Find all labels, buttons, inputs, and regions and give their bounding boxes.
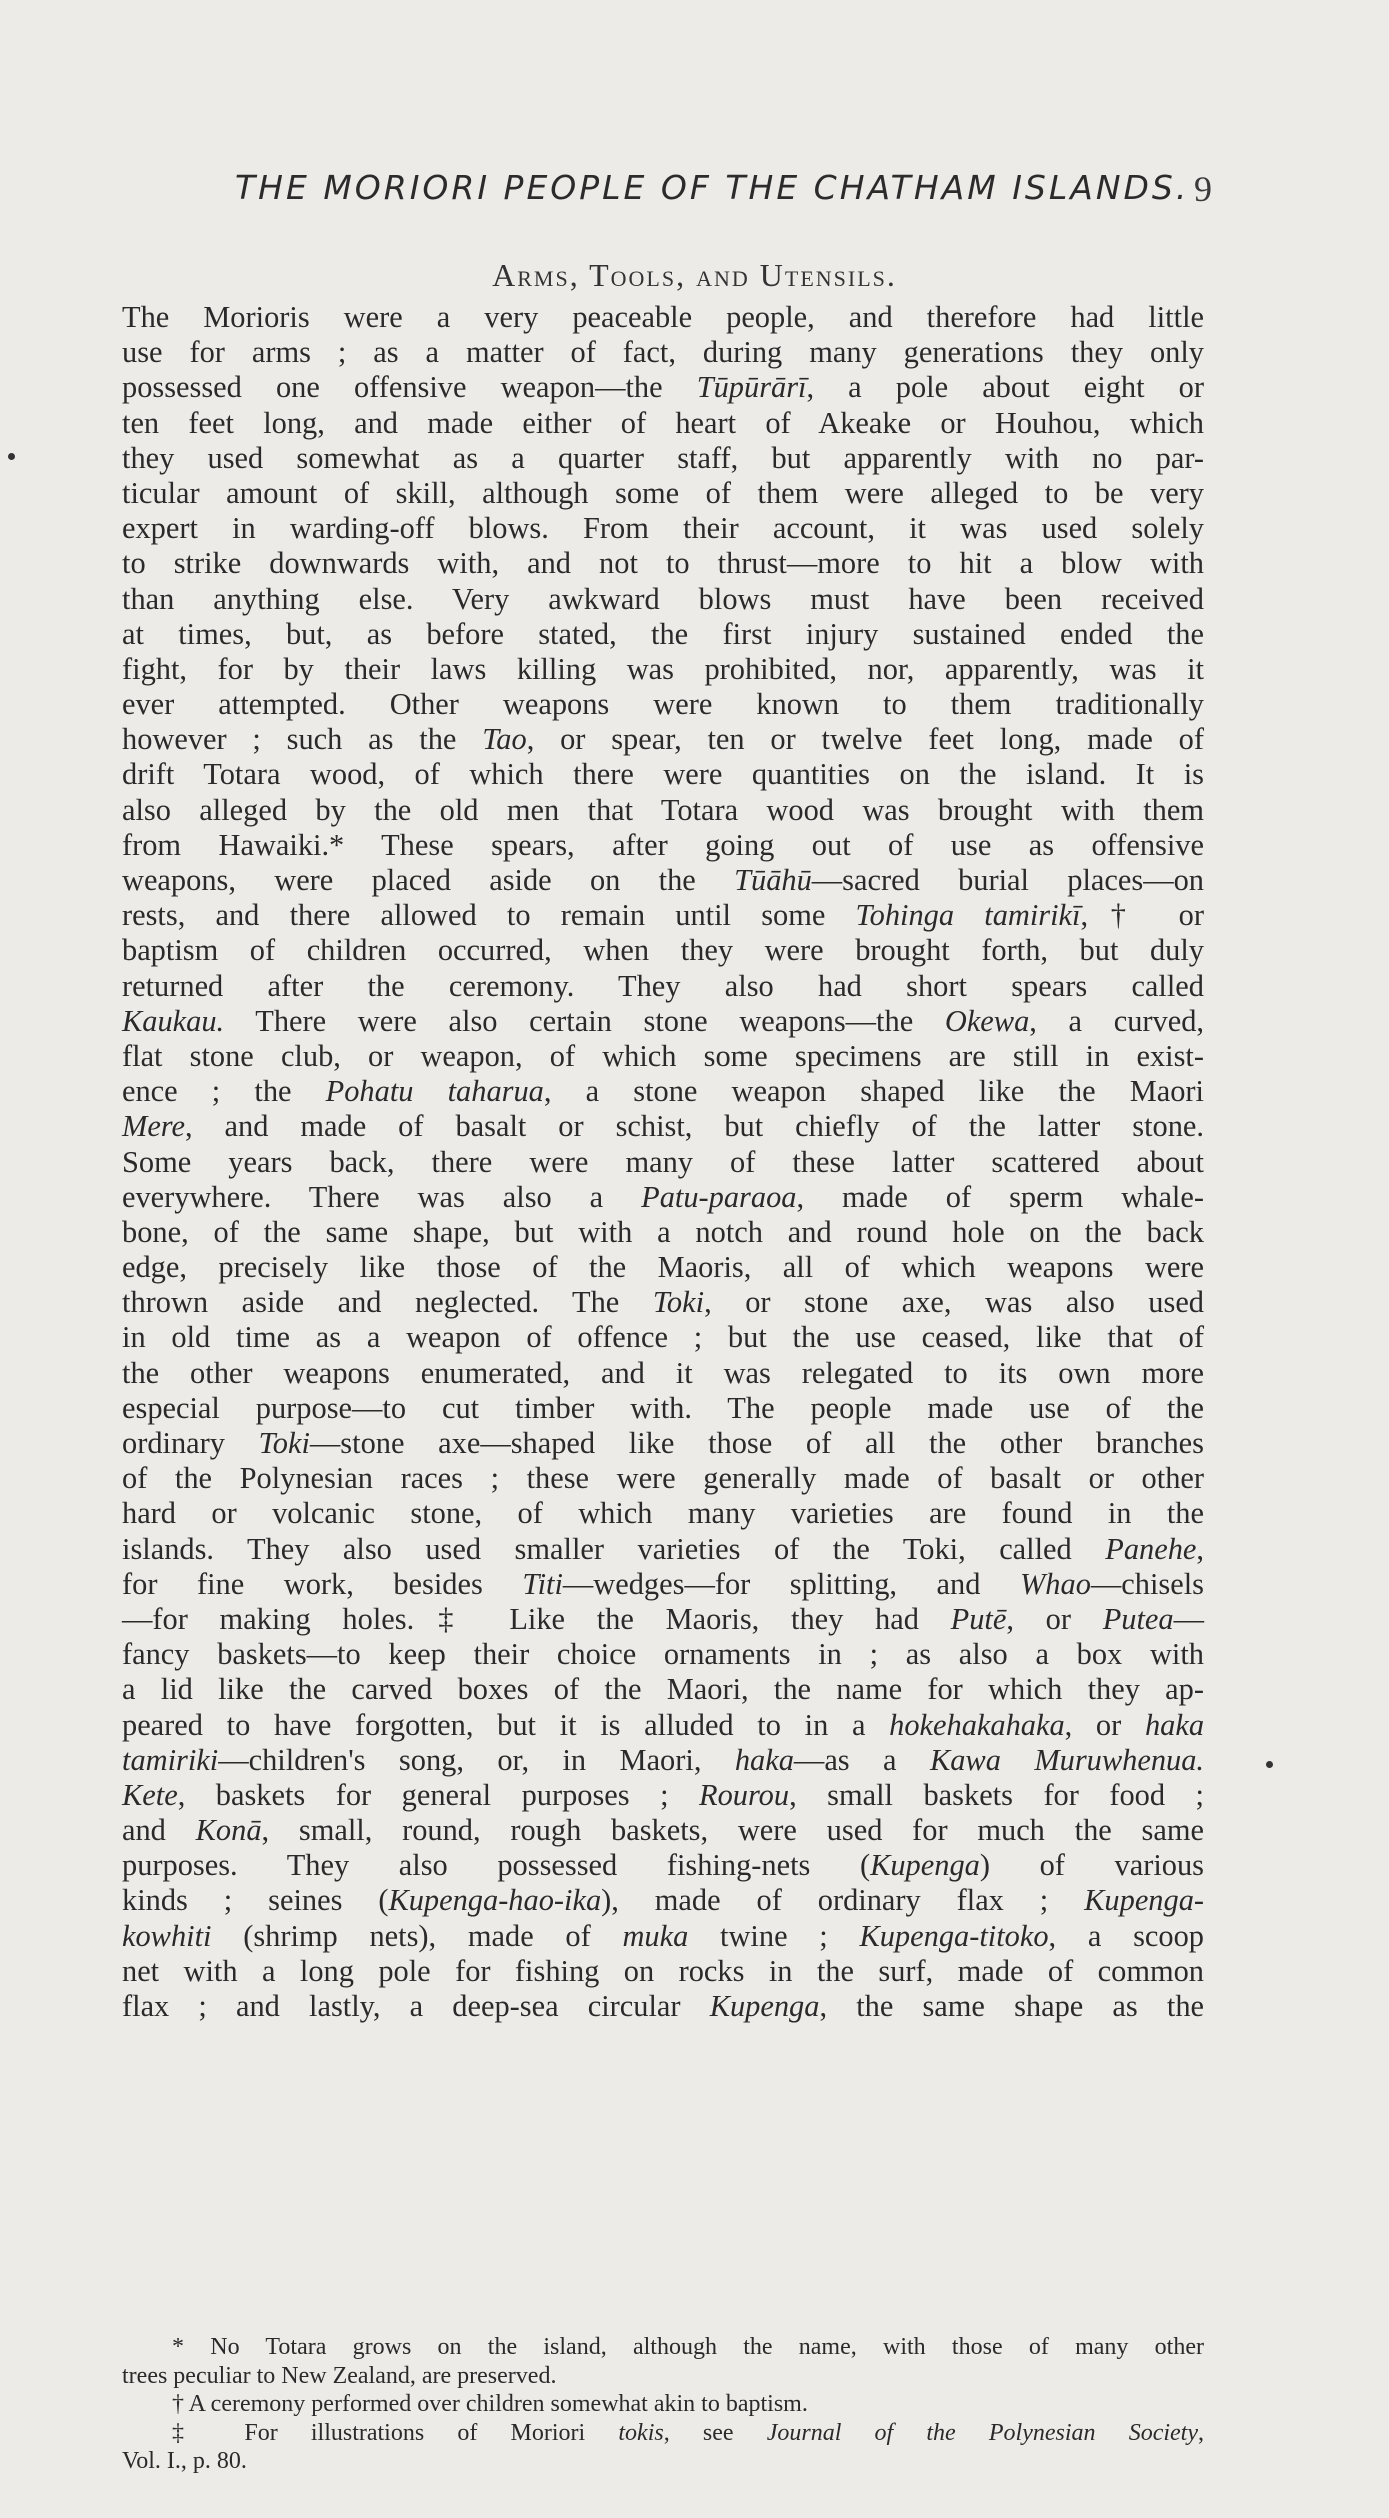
body-line: a lid like the carved boxes of the Maori, the name for which they ap-: [122, 1672, 1204, 1707]
footnote-line: Vol. I., p. 80.: [122, 2448, 247, 2475]
body-line: flax ; and lastly, a deep-sea circular Kupenga, the same shape as the: [122, 1989, 1205, 2023]
body-line: The Morioris were a very peaceable people, and therefore had little: [122, 300, 1204, 334]
footnote-line: * No Totara grows on the island, although the name, with those of many other: [172, 2334, 1204, 2360]
body-line: hard or volcanic stone, of which many varieties are found in the: [122, 1496, 1204, 1531]
body-line: fancy baskets—to keep their choice ornaments in ; as also a box with: [122, 1637, 1204, 1672]
body-line: weapons, were placed aside on the Tūāhū—sacred burial places—on: [122, 863, 1204, 897]
body-line: especial purpose—to cut timber with. The people made use of the: [122, 1390, 1204, 1425]
body-line: to strike downwards with, and not to thrust—more to hit a blow with: [122, 546, 1204, 581]
footnote-line: † A ceremony performed over children somewhat akin to baptism.: [172, 2391, 808, 2418]
body-line: at times, but, as before stated, the first injury sustained ended the: [122, 616, 1204, 651]
footnote-line: ‡ For illustrations of Moriori tokis, see Journal of the Polynesian Society,: [172, 2419, 1204, 2446]
body-line: Mere, and made of basalt or schist, but chiefly of the latter stone.: [122, 1109, 1204, 1144]
body-line: use for arms ; as a matter of fact, during many generations they only: [122, 335, 1204, 370]
body-line: of the Polynesian races ; these were generally made of basalt or other: [122, 1461, 1204, 1496]
body-line: —for making holes.‡ Like the Maoris, they had Putē, or Putea—: [122, 1601, 1204, 1636]
body-line: flat stone club, or weapon, of which some specimens are still in exist-: [122, 1038, 1204, 1073]
running-title: THE MORIORI PEOPLE OF THE CHATHAM ISLANDS.: [235, 168, 1190, 207]
body-line: edge, precisely like those of the Maoris, all of which weapons were: [122, 1250, 1204, 1285]
body-line: kowhiti (shrimp nets), made of muka twine ; Kupenga-titoko, a scoop: [122, 1918, 1204, 1953]
body-line: drift Totara wood, of which there were quantities on the island. It is: [122, 757, 1204, 792]
body-line: from Hawaiki.* These spears, after going out of use as offensive: [122, 827, 1204, 862]
body-line: possessed one offensive weapon—the Tūpūrārī, a pole about eight or: [122, 370, 1204, 405]
body-line: peared to have forgotten, but it is alluded to in a hokehakahaka, or haka: [122, 1707, 1205, 1742]
body-text: [122, 300, 1204, 2024]
body-line: Kaukau. There were also certain stone weapons—the Okewa, a curved,: [122, 1003, 1204, 1038]
body-line: for fine work, besides Titi—wedges—for splitting, and Whao—chisels: [122, 1566, 1204, 1601]
body-line: ticular amount of skill, although some of them were alleged to be very: [122, 475, 1204, 510]
body-line: the other weapons enumerated, and it was relegated to its own more: [122, 1355, 1204, 1390]
margin-speck: [1266, 1761, 1273, 1768]
body-line: than anything else. Very awkward blows must have been received: [122, 581, 1204, 616]
body-line: bone, of the same shape, but with a notch and round hole on the back: [122, 1214, 1204, 1249]
body-line: ence ; the Pohatu taharua, a stone weapon shaped like the Maori: [122, 1074, 1204, 1109]
body-line: purposes. They also possessed fishing-nets (Kupenga) of various: [122, 1848, 1204, 1883]
body-line: kinds ; seines (Kupenga-hao-ika), made of ordinary flax ; Kupenga-: [122, 1883, 1205, 1918]
body-line: ordinary Toki—stone axe—shaped like those of all the other branches: [122, 1426, 1204, 1460]
body-line: Some years back, there were many of these latter scattered about: [122, 1144, 1204, 1179]
body-line: everywhere. There was also a Patu-paraoa, made of sperm whale-: [122, 1179, 1204, 1214]
body-line: thrown aside and neglected. The Toki, or stone axe, was also used: [122, 1285, 1205, 1320]
section-heading: Arms, Tools, and Utensils.: [492, 257, 897, 293]
body-line: ten feet long, and made either of heart of Akeake or Houhou, which: [122, 405, 1204, 440]
running-header: [230, 168, 1212, 218]
body-line: ever attempted. Other weapons were known to them traditionally: [122, 687, 1204, 722]
body-line: net with a long pole for fishing on rocks in the surf, made of common: [122, 1953, 1204, 1988]
body-line: expert in warding-off blows. From their account, it was used solely: [122, 511, 1204, 546]
body-line: islands. They also used smaller varieties of the Toki, called Panehe,: [122, 1531, 1204, 1566]
page-number: 9: [1194, 169, 1212, 209]
footnote-line: trees peculiar to New Zealand, are preserved.: [122, 2362, 557, 2389]
body-line: fight, for by their laws killing was prohibited, nor, apparently, was it: [122, 651, 1204, 686]
body-line: also alleged by the old men that Totara wood was brought with them: [122, 792, 1204, 827]
body-line: and Konā, small, round, rough baskets, were used for much the same: [122, 1813, 1204, 1848]
footnotes: [122, 2333, 1204, 2476]
margin-speck: [8, 453, 15, 460]
body-line: baptism of children occurred, when they were brought forth, but duly: [122, 933, 1204, 968]
body-line: they used somewhat as a quarter staff, but apparently with no par-: [122, 440, 1204, 475]
body-line: rests, and there allowed to remain until some Tohinga tamirikī,† or: [122, 898, 1204, 933]
body-line: in old time as a weapon of offence ; but the use ceased, like that of: [122, 1320, 1204, 1355]
body-line: returned after the ceremony. They also had short spears called: [122, 968, 1204, 1003]
body-line: however ; such as the Tao, or spear, ten or twelve feet long, made of: [122, 722, 1204, 757]
body-line: tamiriki—children's song, or, in Maori, haka—as a Kawa Muruwhenua.: [122, 1742, 1204, 1777]
body-line: Kete, baskets for general purposes ; Rourou, small baskets for food ;: [122, 1777, 1204, 1812]
